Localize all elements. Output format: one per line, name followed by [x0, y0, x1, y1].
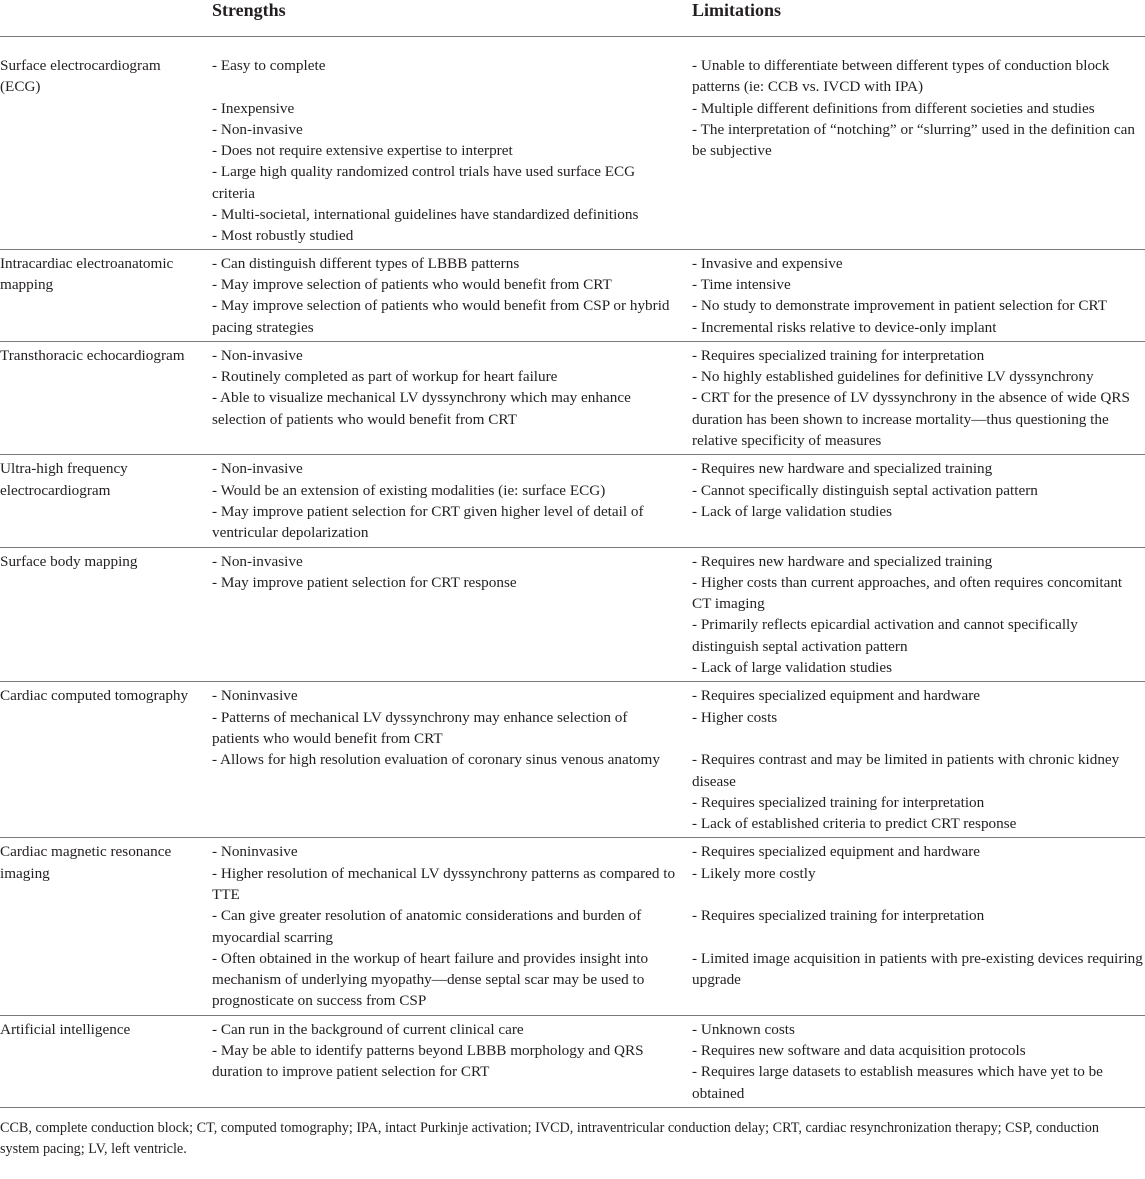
strength-item: - Higher resolution of mechanical LV dyssynchrony patterns as compared to TTE	[212, 864, 676, 903]
table-row	[0, 249, 1145, 341]
strengths-cell	[206, 37, 686, 250]
strength-item: - Most robustly studied	[212, 227, 354, 245]
strengths-cell	[206, 682, 686, 838]
modality-cell	[0, 249, 206, 341]
limitation-item: - Unable to differentiate between different types of conduction block patterns (ie: CCB vs. IVCD with IPA)	[692, 57, 1110, 96]
limitation-item: - Requires specialized training for interpretation	[692, 907, 985, 925]
modality-cell	[0, 682, 206, 838]
limitation-item: - Lack of established criteria to predict CRT response	[692, 815, 1017, 833]
limitation-item: - Unknown costs	[692, 1020, 795, 1038]
table-row	[0, 341, 1145, 454]
strength-item: - May improve patient selection for CRT response	[212, 573, 517, 591]
blank-line	[692, 728, 1145, 749]
strength-item: - Easy to complete	[212, 57, 326, 74]
strength-item: - Inexpensive	[212, 99, 295, 117]
limitations-cell	[686, 37, 1145, 250]
strength-item: - Noninvasive	[212, 843, 298, 861]
limitation-item: - The interpretation of “notching” or “slurring” used in the definition can be subjective	[692, 120, 1135, 160]
table-row	[0, 37, 1145, 250]
limitation-item: - Higher costs	[692, 708, 778, 726]
modality-cell	[0, 838, 206, 1015]
modality-label: Surface body mapping	[0, 552, 138, 570]
strengths-cell	[206, 838, 686, 1015]
limitation-item: - Invasive and expensive	[692, 254, 843, 272]
limitation-item: - Time intensive	[692, 275, 791, 293]
strength-item: - Allows for high resolution evaluation of coronary sinus venous anatomy	[212, 751, 660, 769]
limitation-item: - Lack of large validation studies	[692, 502, 893, 520]
limitation-item: - Likely more costly	[692, 864, 816, 882]
table-row	[0, 1015, 1145, 1107]
modality-cell	[0, 1015, 206, 1107]
header-strengths: Strengths	[206, 0, 686, 37]
limitation-item: - Requires large datasets to establish measures which have yet to be obtained	[692, 1063, 1103, 1102]
limitation-item: - Requires new hardware and specialized training	[692, 460, 993, 478]
strength-item: - Can run in the background of current clinical care	[212, 1020, 524, 1038]
strengths-cell	[206, 547, 686, 682]
strength-item: - Routinely completed as part of workup for heart failure	[212, 368, 558, 386]
limitation-item: - Requires specialized training for interpretation	[692, 346, 985, 364]
limitations-cell	[686, 341, 1145, 454]
modality-cell	[0, 341, 206, 454]
strength-item: - Can distinguish different types of LBBB patterns	[212, 254, 520, 272]
modality-label: Intracardiac electroanatomic mapping	[0, 254, 174, 293]
strength-item: - Multi-societal, international guidelines have standardized definitions	[212, 206, 639, 224]
table-header	[0, 0, 1145, 37]
limitation-item: - Lack of large validation studies	[692, 659, 893, 677]
strength-item: - Non-invasive	[212, 552, 303, 570]
blank-line	[692, 927, 1145, 948]
table-body	[0, 37, 1145, 1108]
strength-item: - Non-invasive	[212, 460, 303, 478]
table-footnote: CCB, complete conduction block; CT, computed tomography; IPA, intact Purkinje activation; IVCD, intraventricular conduction delay; CRT, cardiac resynchronization therapy; CSP, conduction system pacing; LV, left ventricle.	[0, 1119, 1099, 1157]
limitations-cell	[686, 1015, 1145, 1107]
limitation-item: - Incremental risks relative to device-only implant	[692, 318, 997, 336]
header-limitations: Limitations	[686, 0, 1145, 37]
strength-item: - Would be an extension of existing modalities (ie: surface ECG)	[212, 481, 606, 499]
limitation-item: - Requires specialized equipment and hardware	[692, 687, 981, 705]
strengths-cell	[206, 341, 686, 454]
limitation-item: - Requires contrast and may be limited in patients with chronic kidney disease	[692, 751, 1120, 790]
limitation-item: - Limited image acquisition in patients with pre-existing devices requiring upgrade	[692, 949, 1143, 989]
strength-item: - Non-invasive	[212, 346, 303, 364]
limitation-item: - Higher costs than current approaches, and often requires concomitant CT imaging	[692, 573, 1123, 613]
strength-item: - May improve patient selection for CRT given higher level of detail of ventricular depolarization	[212, 502, 644, 542]
strength-item: - May improve selection of patients who would benefit from CRT	[212, 275, 612, 293]
limitation-item: - CRT for the presence of LV dyssynchrony in the absence of wide QRS duration has been shown to increase mortality—thus questioning the relative specificity of measures	[692, 389, 1130, 450]
table-row	[0, 455, 1145, 547]
limitations-cell	[686, 547, 1145, 682]
strengths-cell	[206, 1015, 686, 1107]
modality-cell	[0, 37, 206, 250]
modality-label: Cardiac computed tomography	[0, 687, 189, 705]
strength-item: - Non-invasive	[212, 120, 303, 138]
modality-label: Ultra-high frequency electrocardiogram	[0, 460, 128, 499]
strength-item: - Large high quality randomized control trials have used surface ECG criteria	[212, 163, 636, 202]
limitation-item: - Multiple different definitions from different societies and studies	[692, 99, 1095, 117]
strength-item: - Can give greater resolution of anatomic considerations and burden of myocardial scarring	[212, 907, 642, 946]
header-modality	[0, 0, 206, 37]
strength-item: - Able to visualize mechanical LV dyssynchrony which may enhance selection of patients who would benefit from CRT	[212, 389, 631, 428]
limitation-item: - Primarily reflects epicardial activation and cannot specifically distinguish septal activation pattern	[692, 616, 1078, 655]
limitations-cell	[686, 455, 1145, 547]
modality-label: Surface electrocardiogram (ECG)	[0, 57, 161, 96]
strengths-cell	[206, 249, 686, 341]
strengths-cell	[206, 455, 686, 547]
modality-label: Artificial intelligence	[0, 1020, 131, 1038]
limitation-item: - Cannot specifically distinguish septal activation pattern	[692, 481, 1038, 499]
blank-line	[692, 884, 1145, 905]
strength-item: - May be able to identify patterns beyond LBBB morphology and QRS duration to improve patient selection for CRT	[212, 1042, 644, 1081]
table-row	[0, 547, 1145, 682]
strength-item: - Noninvasive	[212, 687, 298, 705]
limitations-cell	[686, 682, 1145, 838]
limitations-cell	[686, 838, 1145, 1015]
limitation-item: - Requires new hardware and specialized training	[692, 552, 993, 570]
limitation-item: - No highly established guidelines for definitive LV dyssynchrony	[692, 368, 1094, 386]
modality-label: Transthoracic echocardiogram	[0, 346, 185, 364]
limitation-item: - Requires new software and data acquisition protocols	[692, 1042, 1026, 1060]
table-row	[0, 838, 1145, 1015]
limitations-cell	[686, 249, 1145, 341]
blank-line	[212, 76, 676, 97]
header-row	[0, 0, 1145, 37]
table-row	[0, 682, 1145, 838]
strength-item: - Does not require extensive expertise to interpret	[212, 142, 513, 160]
limitation-item: - No study to demonstrate improvement in patient selection for CRT	[692, 297, 1107, 315]
strength-item: - Often obtained in the workup of heart failure and provides insight into mechanism of underlying myopathy—dense septal scar may be used to prognosticate on success from CSP	[212, 949, 649, 1010]
strength-item: - May improve selection of patients who would benefit from CSP or hybrid pacing strategies	[212, 297, 670, 336]
limitation-item: - Requires specialized equipment and hardware	[692, 843, 981, 861]
modality-cell	[0, 547, 206, 682]
strength-item: - Patterns of mechanical LV dyssynchrony may enhance selection of patients who would benefit from CRT	[212, 708, 628, 747]
modality-label: Cardiac magnetic resonance imaging	[0, 843, 172, 882]
modality-cell	[0, 455, 206, 547]
limitation-item: - Requires specialized training for interpretation	[692, 793, 985, 811]
